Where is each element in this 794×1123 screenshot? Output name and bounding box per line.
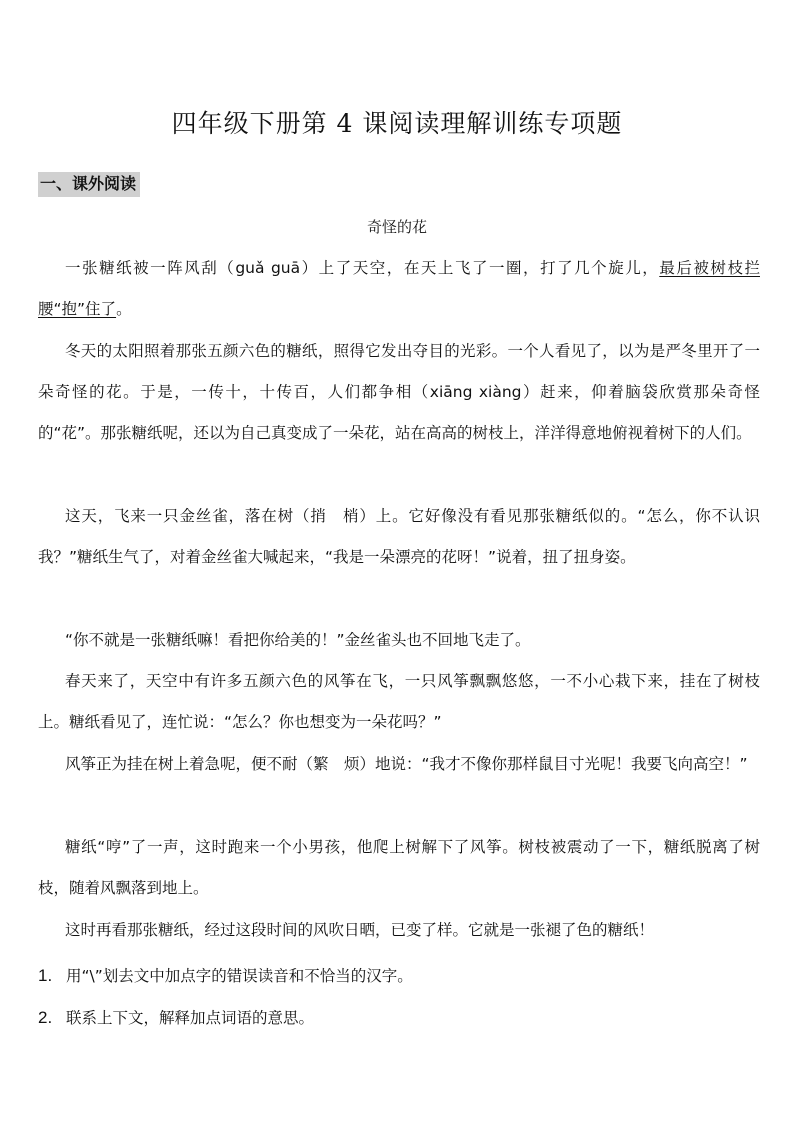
paragraph-8: 这时再看那张糖纸，经过这段时间的风吹日晒，已变了样。它就是一张褪了色的糖纸！ xyxy=(65,921,655,939)
underlined-sentence: 最后被树枝拦腰“抱”住了 xyxy=(38,259,760,318)
paragraph-4: “你不就是一张糖纸嘛！看把你给美的！”金丝雀头也不回地飞走了。 xyxy=(65,631,531,649)
question-2-number: 2. xyxy=(38,1008,53,1027)
question-1 xyxy=(38,964,413,988)
question-2-text: 联系上下文，解释加点词语的意思。 xyxy=(66,1009,315,1027)
question-2 xyxy=(38,1006,314,1030)
paragraph-3: 这天，飞来一只金丝雀，落在树（捎 梢）上。它好像没有看见那张糖纸似的。“怎么，你不认识我？”糖纸生气了，对着金丝雀大喊起来，“我是一朵漂亮的花呀！”说着，扭了扭身姿。 xyxy=(38,507,760,566)
paragraph-2: 冬天的太阳照着那张五颜六色的糖纸，照得它发出夺目的光彩。一个人看见了，以为是严冬里开了一朵奇怪的花。于是，一传十，十传百，人们都争相（xiāng xiàng）赶来，仰着脑袋欣赏那朵奇怪的“花”。那张糖纸呢，还以为自己真变成了一朵花，站在高高的树枝上，洋洋得意地俯视着树下的人们。 xyxy=(38,342,760,442)
paragraph-1-end: 。 xyxy=(116,300,132,318)
document-title: 四年级下册第 4 课阅读理解训练专项题 xyxy=(171,109,623,138)
paragraph-6: 风筝正为挂在树上着急呢，便不耐（繁 烦）地说：“我才不像你那样鼠目寸光呢！我要飞向高空！” xyxy=(65,755,748,773)
paragraph-1 xyxy=(38,248,760,330)
question-1-text: 用“\”划去文中加点字的错误读音和不恰当的汉字。 xyxy=(66,967,413,985)
question-1-number: 1. xyxy=(38,966,53,985)
paragraph-5: 春天来了，天空中有许多五颜六色的风筝在飞，一只风筝飘飘悠悠，一不小心栽下来，挂在了树枝上。糖纸看见了，连忙说：“怎么？你也想变为一朵花吗？” xyxy=(38,672,760,731)
paragraph-1-text: 一张糖纸被一阵风刮（guǎ guā）上了天空，在天上飞了一圈，打了几个旋儿， xyxy=(65,259,660,277)
paragraph-7: 糖纸“哼”了一声，这时跑来一个小男孩，他爬上树解下了风筝。树枝被震动了一下，糖纸脱离了树枝，随着风飘落到地上。 xyxy=(38,838,760,897)
section-heading: 一、课外阅读 xyxy=(38,172,140,197)
story-title: 奇怪的花 xyxy=(366,218,427,236)
